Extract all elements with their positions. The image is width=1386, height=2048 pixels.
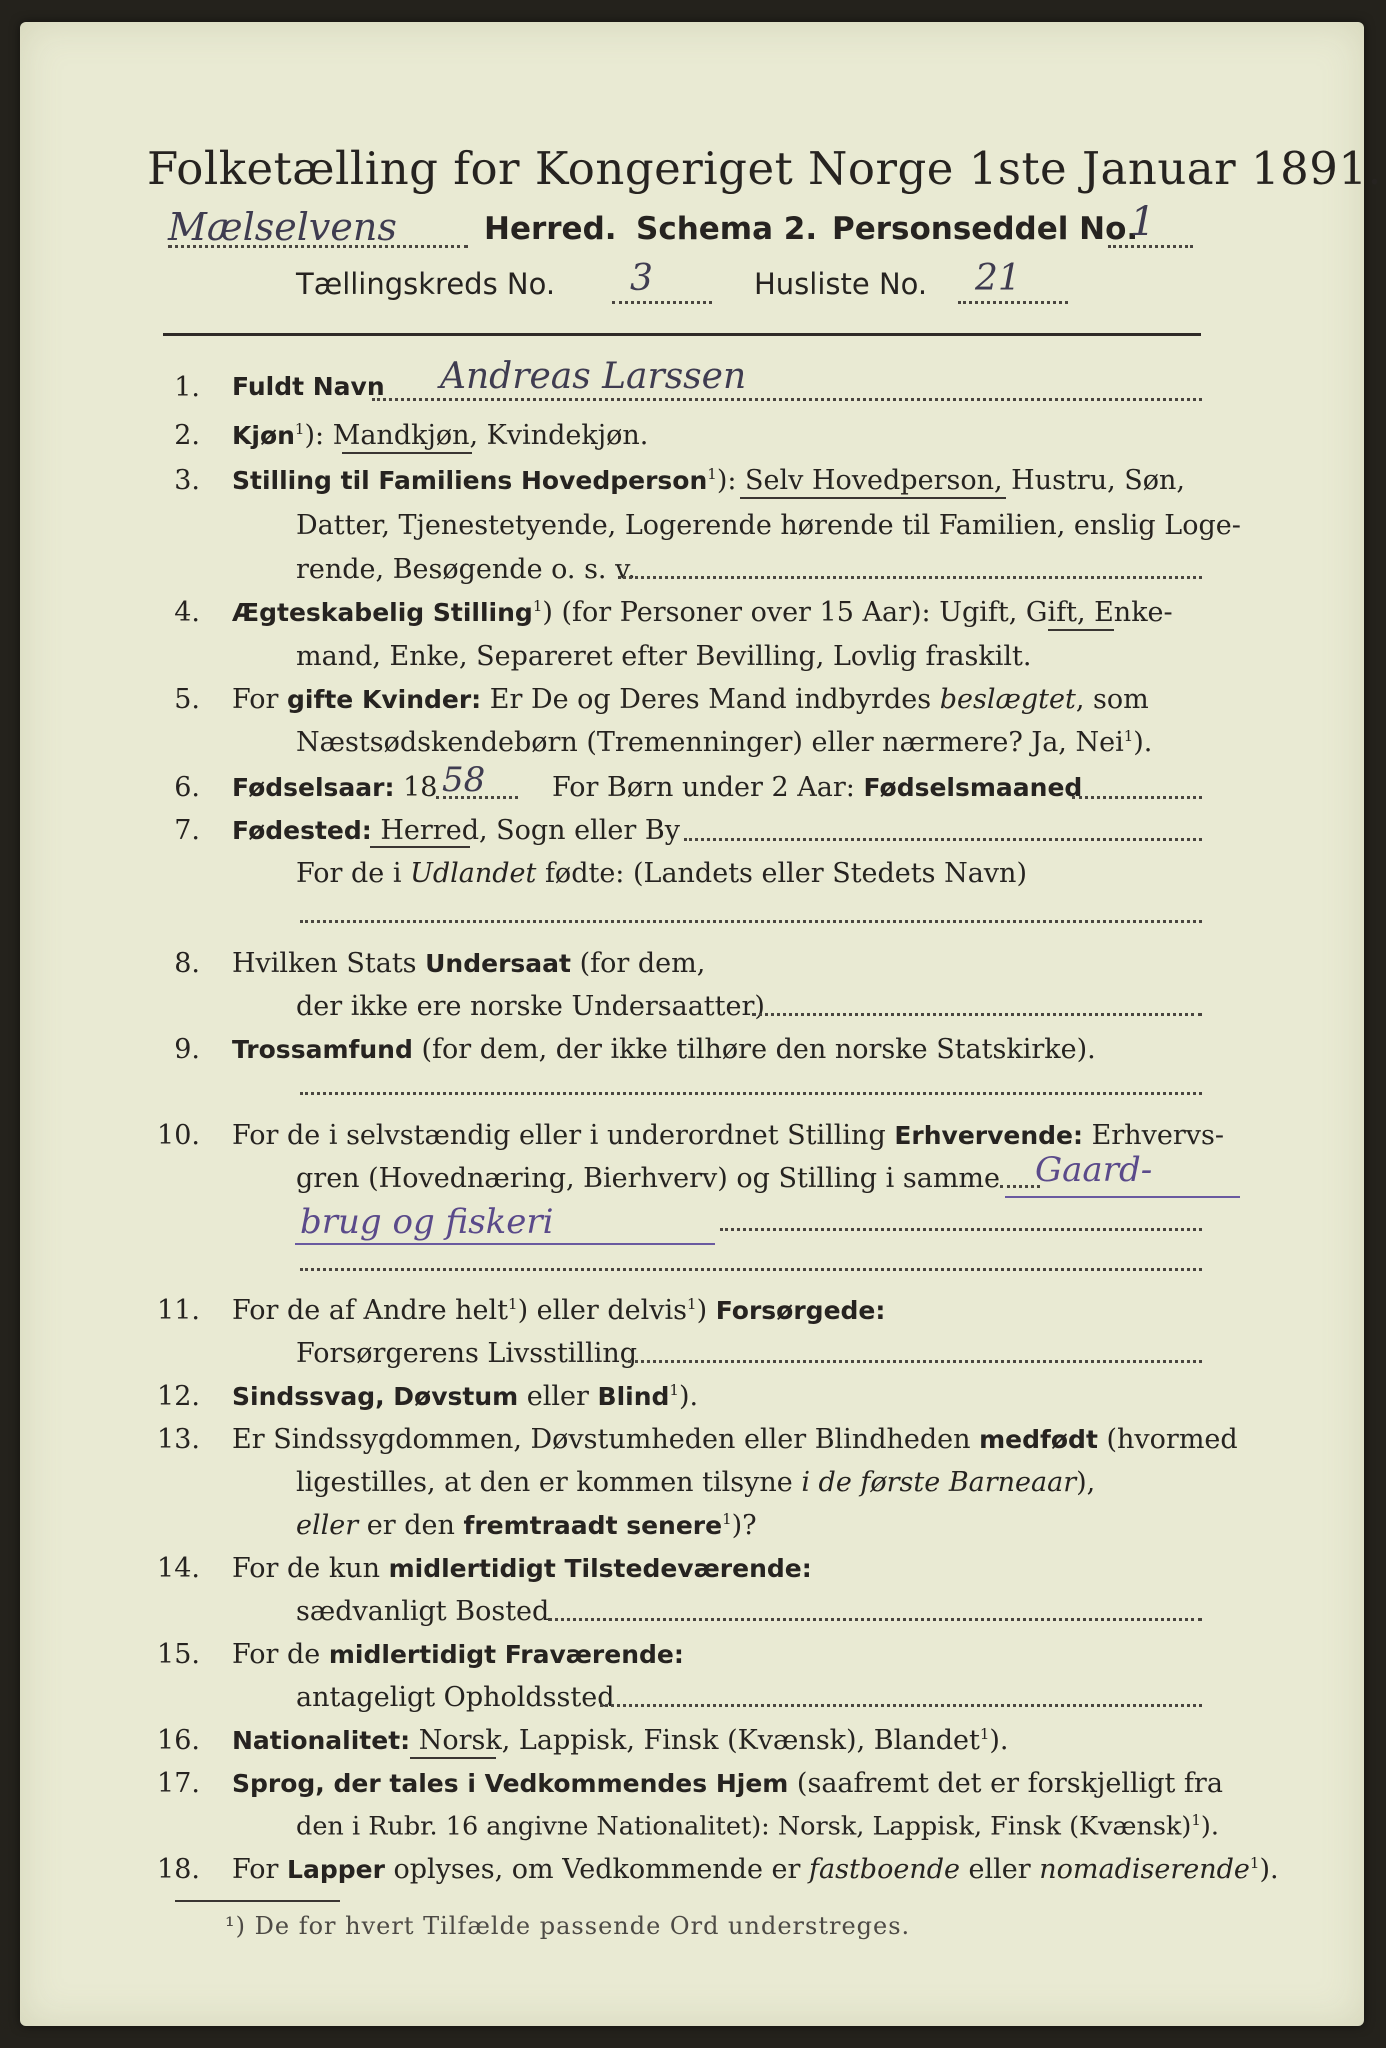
nationalitet-line: Nationalitet: Norsk, Lappisk, Finsk (Kvænsk), Blandet$^1$).	[232, 1725, 1009, 1756]
tilstedevaerende-line: For de kun midlertidigt Tilstedeværende:	[232, 1553, 812, 1584]
footnote-rule	[175, 1900, 340, 1902]
fodselsaar-value: 58	[442, 760, 486, 800]
forsorgede-line: For de af Andre helt$^1$) eller delvis$^1$) Forsørgede:	[232, 1295, 886, 1326]
trossamfund-line: Trossamfund (for dem, der ikke tilhøre den norske Statskirke).	[232, 1034, 1096, 1065]
herred-label: Herred.	[484, 211, 617, 247]
undersaat-line: Hvilken Stats Undersaat (for dem,	[232, 948, 706, 979]
medfodt-line: Er Sindssygdommen, Døvstumheden eller Blindheden medfødt (hvormed	[232, 1424, 1238, 1455]
fuldt-navn-label: Fuldt Navn	[232, 372, 385, 401]
schema-label: Schema 2.	[636, 211, 818, 247]
fravaerende-line: For de midlertidigt Fraværende:	[232, 1639, 684, 1670]
sindssvag-line: Sindssvag, Døvstum eller Blind$^1$).	[232, 1381, 699, 1412]
husliste-number: 21	[975, 258, 1021, 299]
herred-underline	[370, 846, 470, 848]
kjon-line: Kjøn$^1$): Mandkjøn, Kvindekjøn.	[232, 420, 649, 451]
fodested-line: Fødested: Herred, Sogn eller By	[232, 815, 680, 846]
taellingskreds-label: Tællingskreds No.	[296, 267, 556, 301]
stilling-underline	[740, 497, 1006, 499]
erhverv-value-1: Gaard-	[1035, 1150, 1153, 1190]
erhverv-line: For de i selvstændig eller i underordnet Stilling Erhvervende: Erhvervs-	[232, 1120, 1224, 1151]
sprog-line: Sprog, der tales i Vedkommendes Hjem (saafremt det er forskjelligt fra	[232, 1768, 1223, 1799]
norsk-underline	[410, 1757, 496, 1759]
form-title: Folketælling for Kongeriget Norge 1ste Januar 1891.	[147, 142, 1383, 195]
municipality-handwritten: Mælselvens	[168, 205, 397, 249]
fodselsaar-line: Fødselsaar: 18	[232, 772, 438, 803]
aegteskab-line: Ægteskabelig Stilling$^1$) (for Personer over 15 Aar): Ugift, Gift, Enke-	[232, 597, 1173, 628]
personseddel-number: 1	[1130, 199, 1156, 245]
gift-underline	[1048, 629, 1114, 631]
erhverv-value-2: brug og fiskeri	[300, 1202, 554, 1242]
taellingskreds-number: 3	[630, 258, 653, 299]
gifte-kvinder-line: For gifte Kvinder: Er De og Deres Mand indbyrdes beslægtet, som	[232, 684, 1149, 715]
lapper-line: For Lapper oplyses, om Vedkommende er fastboende eller nomadiserende$^1$).	[232, 1854, 1279, 1885]
header-rule	[163, 333, 1201, 336]
stilling-line: Stilling til Familiens Hovedperson$^1$): Selv Hovedperson, Hustru, Søn,	[232, 465, 1185, 496]
footnote: ¹) De for hvert Tilfælde passende Ord understreges.	[225, 1912, 911, 1940]
kjon-underline	[342, 452, 472, 454]
husliste-label: Husliste No.	[754, 267, 928, 301]
fuldt-navn-value: Andreas Larssen	[440, 356, 747, 397]
personseddel-label: Personseddel No.	[832, 211, 1139, 247]
